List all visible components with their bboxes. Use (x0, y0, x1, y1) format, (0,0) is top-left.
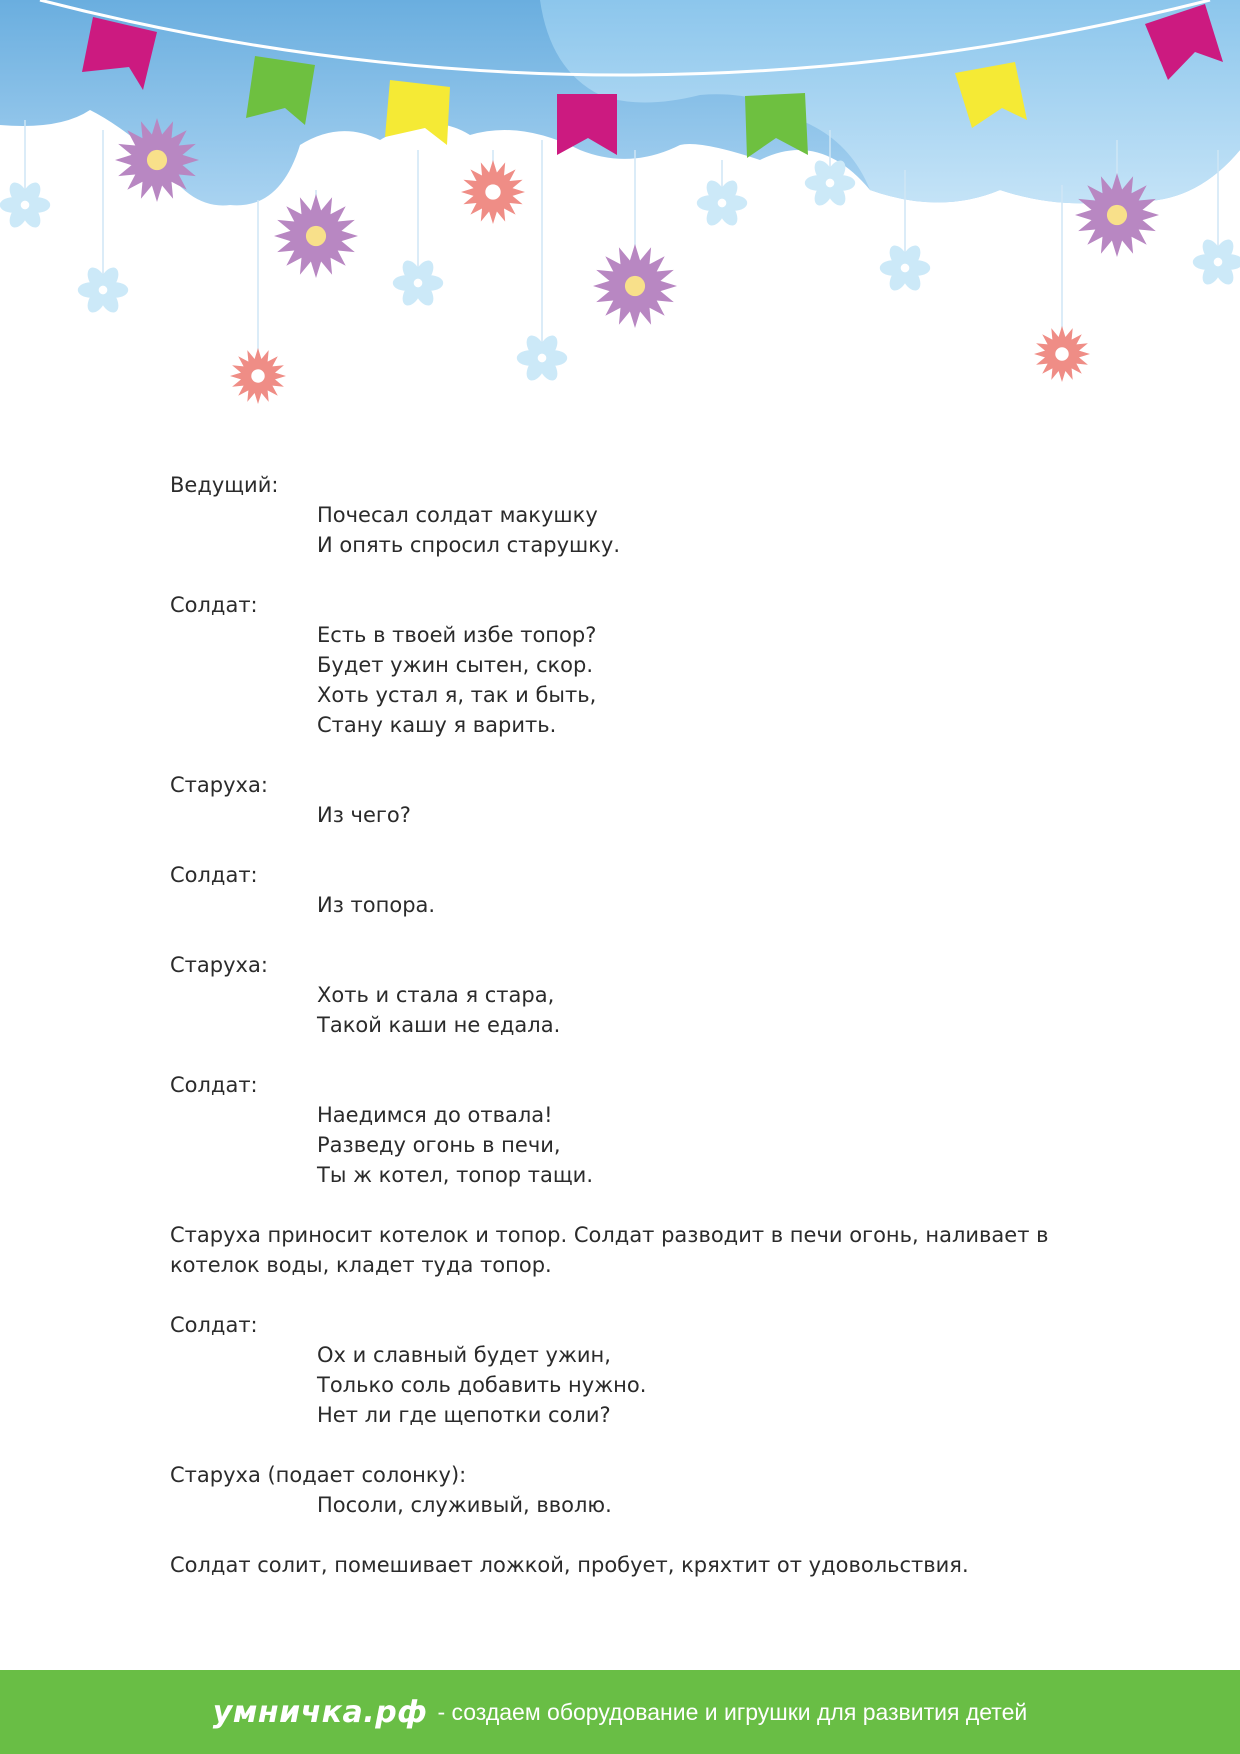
purple-flower-icon (593, 244, 677, 328)
speaker-name: Солдат: (170, 593, 258, 617)
verse-line: Только соль добавить нужно. (317, 1373, 647, 1397)
dialogue-block (170, 470, 1070, 560)
verse-line: Ох и славный будет ужин, (317, 1343, 611, 1367)
verse-line: Почесал солдат макушку (317, 503, 598, 527)
verse-line: Разведу огонь в печи, (317, 1133, 561, 1157)
purple-flower-icon (115, 118, 199, 202)
verse-line: Наедимся до отвала! (317, 1103, 553, 1127)
stage-direction-text: Солдат солит, помешивает ложкой, пробует, кряхтит от удовольствия. (170, 1553, 969, 1577)
script-text (170, 470, 1070, 1610)
verse-line: Из топора. (317, 893, 436, 917)
verse-line: Такой каши не едала. (317, 1013, 561, 1037)
purple-flower-icon (274, 194, 358, 278)
speaker-name: Ведущий: (170, 473, 279, 497)
coral-flower-icon (1034, 326, 1090, 382)
dialogue-block (170, 770, 1070, 830)
verse-line: Посоли, служивый, вволю. (317, 1493, 612, 1517)
verse-line: Нет ли где щепотки соли? (317, 1403, 611, 1427)
coral-flower-icon (230, 348, 286, 404)
speaker-name: Старуха: (170, 773, 268, 797)
dialogue-block (170, 950, 1070, 1040)
footer-banner (0, 1670, 1240, 1754)
dialogue-block (170, 860, 1070, 920)
verse-line: Хоть и стала я стара, (317, 983, 555, 1007)
header-decoration (0, 0, 1240, 420)
footer-brand[interactable]: умничка.рф (212, 1694, 428, 1730)
speaker-name: Солдат: (170, 863, 258, 887)
dialogue-block (170, 590, 1070, 740)
verse-line: Ты ж котел, топор тащи. (317, 1163, 594, 1187)
speaker-name: Солдат: (170, 1073, 258, 1097)
verse-line: Хоть устал я, так и быть, (317, 683, 597, 707)
purple-flower-icon (1075, 173, 1159, 257)
footer-tagline: - создаем оборудование и игрушки для развития детей (437, 1698, 1028, 1725)
stage-direction-text: Старуха приносит котелок и топор. Солдат разводит в печи огонь, наливает в котелок воды, кладет туда топор. (170, 1223, 1049, 1277)
stage-direction (170, 1220, 1070, 1280)
verse-line: И опять спросил старушку. (317, 533, 621, 557)
speaker-name: Старуха: (170, 953, 268, 977)
verse-line: Стану кашу я варить. (317, 713, 557, 737)
flag-yellow-icon (385, 80, 450, 145)
dialogue-block (170, 1070, 1070, 1190)
verse-line: Есть в твоей избе топор? (317, 623, 597, 647)
dialogue-block (170, 1460, 1070, 1520)
coral-flower-icon (461, 160, 525, 224)
verse-line: Из чего? (317, 803, 411, 827)
snowflake-icon (1193, 236, 1240, 287)
dialogue-block (170, 1310, 1070, 1430)
speaker-name: Солдат: (170, 1313, 258, 1337)
speaker-name: Старуха (подает солонку): (170, 1463, 467, 1487)
stage-direction (170, 1550, 1070, 1580)
verse-line: Будет ужин сытен, скор. (317, 653, 594, 677)
